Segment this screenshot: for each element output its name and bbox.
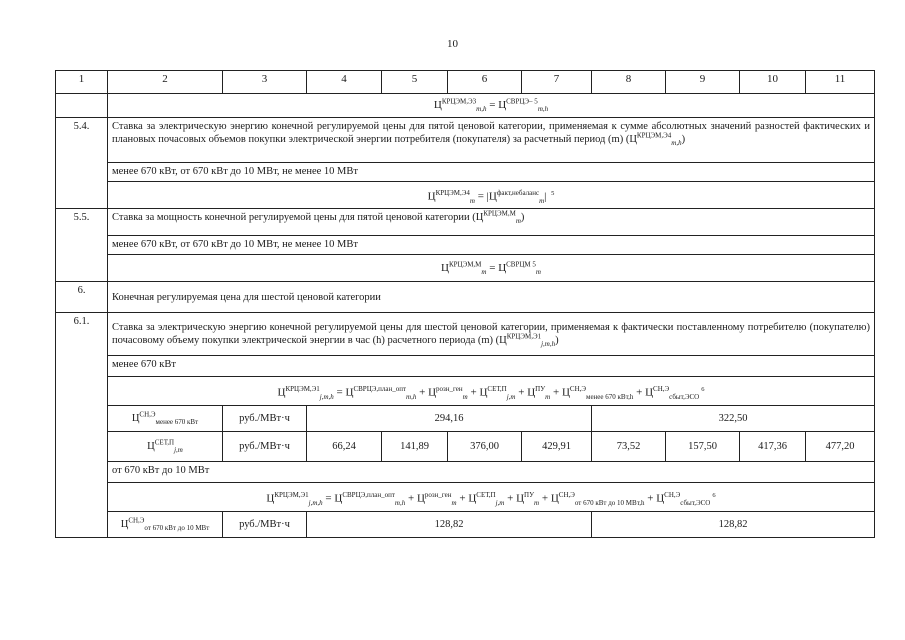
col-num-7: 7 (522, 71, 592, 94)
table-row (56, 356, 875, 377)
col-num-3: 3 (223, 71, 307, 94)
col-num-9: 9 (666, 71, 740, 94)
unit-label: руб./МВт·ч (223, 432, 307, 462)
item-number: 6.1. (56, 313, 108, 538)
col-num-6: 6 (448, 71, 522, 94)
formula-e4: $Ц^{КРЦЭМ,Э4}_m = |Ц^{факт,небаланс}_m|$ $^5$ (108, 182, 875, 209)
formula-e1-670-10mw: $Ц^{КРЦЭМ,Э1}_{j,m,h} = Ц^{СВРЦЭ,план\_опт}_{m,h} + Ц^{розн\_ген}_m + Ц^{СЕТ,П}_{j,m} + Ц^{ПУ}_m + Ц^{СН,Э}_{от 670 кВт до 10 МВт,h} + Ц^{СН,Э}_{сбыт,ЭСО}^6$ (108, 483, 875, 512)
item-number: 5.5. (56, 209, 108, 282)
page-number: 10 (447, 38, 458, 50)
value-cell: 66,24 (307, 432, 382, 462)
col-num-2: 2 (108, 71, 223, 94)
item-number: 5.4. (56, 118, 108, 209)
col-num-10: 10 (740, 71, 806, 94)
table-row (56, 236, 875, 255)
col-num-1: 1 (56, 71, 108, 94)
table-row (56, 462, 875, 483)
formula-e3: $Ц^{КРЦЭМ,Э3}_{m,h} = Ц^{СВРЦЭ- 5}_{m,h}$ (108, 94, 875, 118)
table-row (56, 512, 875, 538)
formula-m: $Ц^{КРЦЭМ,М}_m = Ц^{СВРЦМ 5}_m$ (108, 255, 875, 282)
value-cell: 128,82 (307, 512, 592, 538)
value-cell: 376,00 (448, 432, 522, 462)
table-row (56, 282, 875, 313)
unit-label: руб./МВт·ч (223, 406, 307, 432)
table-row (56, 94, 875, 118)
table-row (56, 163, 875, 182)
value-cell: 73,52 (592, 432, 666, 462)
item-description: Ставка за электрическую энергию конечной регулируемой цены для пятой ценовой категории, применяемая к сумме абсолютных значений разностей фактических и плановых почасовых объемов покупки электрической энергии потребителя (покупателя) за расчетный период (m) $(Ц^{КРЦЭМ,Э4}_{m,h})$ (108, 118, 875, 163)
table-row (56, 182, 875, 209)
item-description: Конечная регулируемая цена для шестой ценовой категории (108, 282, 875, 313)
table-row (56, 432, 875, 462)
column-number-row (56, 71, 875, 94)
col-num-8: 8 (592, 71, 666, 94)
range-label: от 670 кВт до 10 МВт (108, 462, 875, 483)
tariff-table (55, 70, 875, 538)
value-cell: 157,50 (666, 432, 740, 462)
value-cell: 294,16 (307, 406, 592, 432)
range-label: менее 670 кВт (108, 356, 875, 377)
table-row (56, 313, 875, 356)
sn-symbol: $Ц^{СН,Э}_{от 670 кВт до 10 МВт}$ (108, 512, 223, 538)
set-symbol: $Ц^{СЕТ,П}_{j,m}$ (108, 432, 223, 462)
value-cell: 141,89 (382, 432, 448, 462)
value-cell: 417,36 (740, 432, 806, 462)
value-cell: 128,82 (592, 512, 875, 538)
col-num-11: 11 (806, 71, 875, 94)
value-cell: 322,50 (592, 406, 875, 432)
col-num-5: 5 (382, 71, 448, 94)
col-num-4: 4 (307, 71, 382, 94)
item-description: Ставка за мощность конечной регулируемой цены для пятой ценовой категории $(Ц^{КРЦЭМ,М}_m)$ (108, 209, 875, 236)
table-row (56, 406, 875, 432)
table-row (56, 377, 875, 406)
range-label: менее 670 кВт, от 670 кВт до 10 МВт, не менее 10 МВт (108, 163, 875, 182)
item-number: 6. (56, 282, 108, 313)
formula-e1-under-670: $Ц^{КРЦЭМ,Э1}_{j,m,h} = Ц^{СВРЦЭ,план\_опт}_{m,h} + Ц^{розн\_ген}_m + Ц^{СЕТ,П}_{j,m} + Ц^{ПУ}_m + Ц^{СН,Э}_{менее 670 кВт,h} + Ц^{СН,Э}_{сбыт,ЭСО}^6$ (108, 377, 875, 406)
value-cell: 429,91 (522, 432, 592, 462)
unit-label: руб./МВт·ч (223, 512, 307, 538)
range-label: менее 670 кВт, от 670 кВт до 10 МВт, не менее 10 МВт (108, 236, 875, 255)
sn-symbol: $Ц^{СН,Э}_{менее 670 кВт}$ (108, 406, 223, 432)
table-row (56, 255, 875, 282)
item-description: Ставка за электрическую энергию конечной регулируемой цены для шестой ценовой категории, применяемая к фактически поставленному потребителю (покупателю) почасовому объему покупки электрической энергии в час (h) расчетного периода (m) $(Ц^{КРЦЭМ,Э1}_{j,m,h})$ (108, 313, 875, 356)
table-row (56, 483, 875, 512)
table-row (56, 209, 875, 236)
table-row (56, 118, 875, 163)
value-cell: 477,20 (806, 432, 875, 462)
